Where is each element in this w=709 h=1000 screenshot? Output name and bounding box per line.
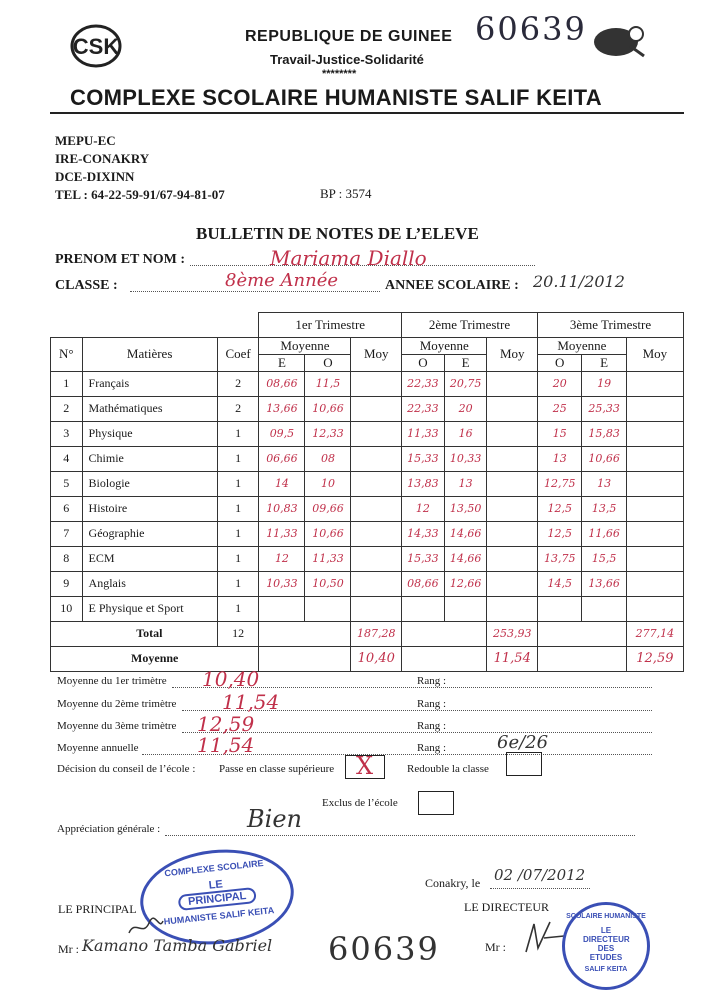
grade-cell: 10,66 [305, 521, 351, 546]
country-emblem [592, 20, 652, 60]
date-line [490, 888, 590, 889]
grade-cell: 13,5 [582, 496, 626, 521]
trimester-moy-cell [626, 546, 683, 571]
grade-cell: 13 [538, 446, 582, 471]
trimester-moy-cell [487, 546, 538, 571]
moyenne-t2: 11,54 [487, 646, 538, 671]
grade-cell: 11,33 [259, 521, 305, 546]
m2-rang: Rang : [417, 698, 447, 710]
grades-table [50, 312, 684, 672]
total-blank [51, 621, 83, 646]
trimester-moy-cell [487, 371, 538, 396]
director-signature-icon [520, 918, 568, 958]
exclus-label: Exclus de l’école [322, 797, 398, 809]
principal-stamp-mid1: LE [208, 878, 224, 892]
grade-cell: 14,5 [538, 571, 582, 596]
subject-cell: Biologie [82, 471, 217, 496]
t1-moy-header: Moy [351, 337, 402, 371]
director-mr: Mr : [485, 940, 506, 954]
grade-cell: 20 [538, 371, 582, 396]
school-year-value: 20.11/2012 [533, 272, 625, 291]
grade-cell: 25 [538, 396, 582, 421]
grade-cell: 12,66 [444, 571, 487, 596]
grade-cell: 15,83 [582, 421, 626, 446]
grade-cell: 13,75 [538, 546, 582, 571]
moyenne-t1-eo [259, 646, 351, 671]
moyenne-label: Moyenne [51, 646, 259, 671]
coef-cell: 1 [217, 446, 259, 471]
t2-moy-header: Moy [487, 337, 538, 371]
rang-value: 6e/26 [497, 732, 549, 753]
grade-cell: 10,33 [444, 446, 487, 471]
date-value: 02 /07/2012 [494, 866, 586, 884]
student-name-label: PRENOM ET NOM : [55, 252, 186, 267]
m3-rang: Rang : [417, 720, 447, 732]
school-logo [68, 20, 158, 72]
grade-rows [51, 371, 684, 621]
t1-e-header: E [259, 354, 305, 371]
col-coef-header: Coef [217, 337, 259, 371]
director-stamp [562, 902, 650, 990]
principal-mr: Mr : [58, 942, 79, 956]
grade-cell: 14,33 [402, 521, 445, 546]
m1-rang: Rang : [417, 675, 447, 687]
subject-cell: Physique [82, 421, 217, 446]
trimester-moy-cell [626, 446, 683, 471]
t3-moyenne-header: Moyenne [538, 337, 627, 354]
grade-cell: 22,33 [402, 371, 445, 396]
table-row [51, 571, 684, 596]
coef-cell: 1 [217, 546, 259, 571]
grade-cell: 10,50 [305, 571, 351, 596]
row-number-cell: 9 [51, 571, 83, 596]
class-label: CLASSE : [55, 278, 118, 293]
admin-block [55, 132, 225, 204]
country-name: REPUBLIQUE DE GUINEE [245, 28, 453, 45]
total-t3: 277,14 [626, 621, 683, 646]
total-t2: 253,93 [487, 621, 538, 646]
table-row [51, 471, 684, 496]
trimester-moy-cell [626, 371, 683, 396]
moyenne-row [51, 646, 684, 671]
total-t2-eo [402, 621, 487, 646]
bulletin-title: BULLETIN DE NOTES DE L’ELEVE [196, 224, 479, 243]
subject-cell: Histoire [82, 496, 217, 521]
grade-cell [259, 596, 305, 621]
grade-cell: 12 [402, 496, 445, 521]
trim3-header: 3ème Trimestre [538, 313, 684, 338]
principal-stamp-top: COMPLEXE SCOLAIRE [163, 857, 264, 879]
subject-cell: Mathématiques [82, 396, 217, 421]
trimester-moy-cell [626, 471, 683, 496]
grade-cell [538, 596, 582, 621]
exclus-checkbox[interactable] [418, 791, 454, 815]
trimester-moy-cell [626, 496, 683, 521]
coef-cell: 1 [217, 471, 259, 496]
moyenne-t1: 10,40 [351, 646, 402, 671]
director-stamp-top: SCOLAIRE HUMANISTE [566, 913, 646, 920]
grade-cell: 06,66 [259, 446, 305, 471]
grade-cell: 10 [305, 471, 351, 496]
header-rule [50, 112, 684, 114]
grade-cell: 20,75 [444, 371, 487, 396]
grade-cell: 11,66 [582, 521, 626, 546]
m1-label: Moyenne du 1er trimètre [57, 675, 167, 687]
grade-cell [305, 596, 351, 621]
trimester-moy-cell [351, 596, 402, 621]
grade-cell: 10,66 [305, 396, 351, 421]
total-coef: 12 [217, 621, 259, 646]
trimester-moy-cell [487, 496, 538, 521]
decision-label: Décision du conseil de l’école : [57, 763, 196, 775]
trimester-moy-cell [487, 521, 538, 546]
grade-cell: 12,5 [538, 521, 582, 546]
grade-cell: 13,66 [582, 571, 626, 596]
doc-number-bottom: 60639 [328, 930, 440, 968]
grade-cell [582, 596, 626, 621]
row-number-cell: 1 [51, 371, 83, 396]
m3-value: 12,59 [197, 712, 255, 736]
total-row [51, 621, 684, 646]
moyenne-t3-eo [538, 646, 627, 671]
header-blank [51, 313, 259, 338]
admin-line-2: IRE-CONAKRY [55, 151, 150, 166]
row-number-cell: 2 [51, 396, 83, 421]
trimester-moy-cell [487, 396, 538, 421]
appreciation-line [165, 835, 635, 836]
coef-cell: 2 [217, 371, 259, 396]
total-t1: 187,28 [351, 621, 402, 646]
table-row [51, 396, 684, 421]
grade-cell: 12 [259, 546, 305, 571]
admin-line-1: MEPU-EC [55, 133, 116, 148]
national-motto: Travail-Justice-Solidarité [270, 52, 424, 67]
grade-cell: 14 [259, 471, 305, 496]
trimester-moy-cell [351, 471, 402, 496]
director-signature [520, 918, 568, 958]
grade-cell: 09,5 [259, 421, 305, 446]
principal-stamp-mid2: PRINCIPAL [178, 887, 257, 911]
subject-cell: Anglais [82, 571, 217, 596]
total-t1-eo [259, 621, 351, 646]
table-row [51, 446, 684, 471]
grade-cell: 10,33 [259, 571, 305, 596]
trimester-moy-cell [487, 446, 538, 471]
passe-checkmark: X [356, 752, 374, 780]
trimester-moy-cell [351, 571, 402, 596]
director-stamp-bottom: SALIF KEITA [584, 966, 628, 973]
doc-number-top: 60639 [475, 10, 587, 48]
grade-cell: 13 [582, 471, 626, 496]
trimester-moy-cell [626, 421, 683, 446]
moyenne-t3: 12,59 [626, 646, 683, 671]
subject-cell: Géographie [82, 521, 217, 546]
coef-cell: 1 [217, 496, 259, 521]
m3-label: Moyenne du 3ème trimètre [57, 720, 177, 732]
grade-cell: 20 [444, 396, 487, 421]
coef-cell: 1 [217, 596, 259, 621]
table-row [51, 546, 684, 571]
principal-stamp-bottom: HUMANISTE SALIF KEITA [163, 905, 275, 927]
grade-cell: 12,33 [305, 421, 351, 446]
trimester-moy-cell [626, 396, 683, 421]
t1-moyenne-header: Moyenne [259, 337, 351, 354]
table-row [51, 596, 684, 621]
t2-moyenne-header: Moyenne [402, 337, 487, 354]
trimester-moy-cell [487, 571, 538, 596]
header-row-2 [51, 337, 684, 354]
trimester-moy-cell [351, 546, 402, 571]
total-label: Total [82, 621, 217, 646]
trimester-moy-cell [487, 471, 538, 496]
table-row [51, 496, 684, 521]
grade-cell: 15,33 [402, 546, 445, 571]
m2-label: Moyenne du 2ème trimètre [57, 698, 177, 710]
coef-cell: 1 [217, 421, 259, 446]
grade-cell: 14,66 [444, 521, 487, 546]
grade-cell: 13,66 [259, 396, 305, 421]
ma-label: Moyenne annuelle [57, 742, 139, 754]
row-number-cell: 10 [51, 596, 83, 621]
table-row [51, 371, 684, 396]
col-no-header: N° [51, 337, 83, 371]
ma-value: 11,54 [197, 733, 255, 757]
t3-o-header: O [538, 354, 582, 371]
coef-cell: 2 [217, 396, 259, 421]
grade-cell: 12,5 [538, 496, 582, 521]
m1-value: 10,40 [202, 667, 260, 691]
director-label: LE DIRECTEUR [464, 900, 549, 914]
student-name-value: Mariama Diallo [270, 246, 427, 270]
grade-cell: 25,33 [582, 396, 626, 421]
grade-cell: 15,5 [582, 546, 626, 571]
trimester-moy-cell [626, 521, 683, 546]
grade-cell: 16 [444, 421, 487, 446]
trimester-moy-cell [626, 596, 683, 621]
subject-cell: Français [82, 371, 217, 396]
motto-stars: ******** [322, 68, 357, 80]
coef-cell: 1 [217, 571, 259, 596]
t3-moy-header: Moy [626, 337, 683, 371]
school-year-label: ANNEE SCOLAIRE : [385, 278, 519, 293]
grade-cell: 11,33 [402, 421, 445, 446]
trimester-moy-cell [351, 421, 402, 446]
grade-cell: 13 [444, 471, 487, 496]
trimester-moy-cell [626, 571, 683, 596]
t3-e-header: E [582, 354, 626, 371]
appreciation-value: Bien [247, 805, 302, 833]
m2-value: 11,54 [222, 690, 280, 714]
grade-cell: 15,33 [402, 446, 445, 471]
row-number-cell: 8 [51, 546, 83, 571]
grade-cell: 22,33 [402, 396, 445, 421]
class-line [130, 291, 380, 292]
class-value: 8ème Année [225, 270, 339, 291]
grade-cell: 11,5 [305, 371, 351, 396]
trimester-moy-cell [351, 521, 402, 546]
row-number-cell: 7 [51, 521, 83, 546]
passe-label: Passe en classe supérieure [219, 763, 335, 775]
coef-cell: 1 [217, 521, 259, 546]
col-subject-header: Matières [82, 337, 217, 371]
trimester-moy-cell [351, 396, 402, 421]
grade-cell: 08,66 [259, 371, 305, 396]
principal-label: LE PRINCIPAL [58, 902, 137, 916]
grade-cell: 11,33 [305, 546, 351, 571]
director-stamp-mid: LE DIRECTEUR DES ETUDES [583, 926, 630, 962]
subject-cell: Chimie [82, 446, 217, 471]
t1-o-header: O [305, 354, 351, 371]
principal-name: Kamano Tamba Gabriel [82, 936, 273, 955]
trimester-moy-cell [351, 446, 402, 471]
grade-cell: 10,83 [259, 496, 305, 521]
total-t3-eo [538, 621, 627, 646]
grade-cell: 12,75 [538, 471, 582, 496]
trimester-moy-cell [351, 496, 402, 521]
redouble-label: Redouble la classe [407, 763, 489, 775]
admin-bp: BP : 3574 [320, 186, 372, 201]
grade-cell [402, 596, 445, 621]
grade-cell: 19 [582, 371, 626, 396]
header-row-1 [51, 313, 684, 338]
school-name: COMPLEXE SCOLAIRE HUMANISTE SALIF KEITA [70, 85, 602, 110]
moyenne-t2-eo [402, 646, 487, 671]
logo-icon [68, 20, 158, 72]
elephant-emblem-icon [592, 20, 652, 60]
row-number-cell: 4 [51, 446, 83, 471]
trimester-moy-cell [487, 421, 538, 446]
grade-cell: 08 [305, 446, 351, 471]
table-row [51, 421, 684, 446]
admin-line-3: DCE-DIXINN [55, 169, 135, 184]
grade-cell: 08,66 [402, 571, 445, 596]
row-number-cell: 5 [51, 471, 83, 496]
grade-cell [444, 596, 487, 621]
grade-cell: 13,50 [444, 496, 487, 521]
svg-text:CSK: CSK [72, 34, 120, 59]
grade-cell: 10,66 [582, 446, 626, 471]
place-label: Conakry, le [425, 876, 481, 890]
t2-o-header: O [402, 354, 445, 371]
grade-cell: 13,83 [402, 471, 445, 496]
redouble-checkbox[interactable] [506, 752, 542, 776]
grade-cell: 14,66 [444, 546, 487, 571]
row-number-cell: 6 [51, 496, 83, 521]
trimester-moy-cell [487, 596, 538, 621]
grade-cell: 15 [538, 421, 582, 446]
subject-cell: ECM [82, 546, 217, 571]
t2-e-header: E [444, 354, 487, 371]
ma-rang: Rang : [417, 742, 447, 754]
appreciation-label: Appréciation générale : [57, 823, 161, 835]
grade-cell: 09,66 [305, 496, 351, 521]
trim1-header: 1er Trimestre [259, 313, 402, 338]
row-number-cell: 3 [51, 421, 83, 446]
admin-tel: TEL : 64-22-59-91/67-94-81-07 [55, 187, 225, 202]
table-row [51, 521, 684, 546]
trim2-header: 2ème Trimestre [402, 313, 538, 338]
subject-cell: E Physique et Sport [82, 596, 217, 621]
trimester-moy-cell [351, 371, 402, 396]
